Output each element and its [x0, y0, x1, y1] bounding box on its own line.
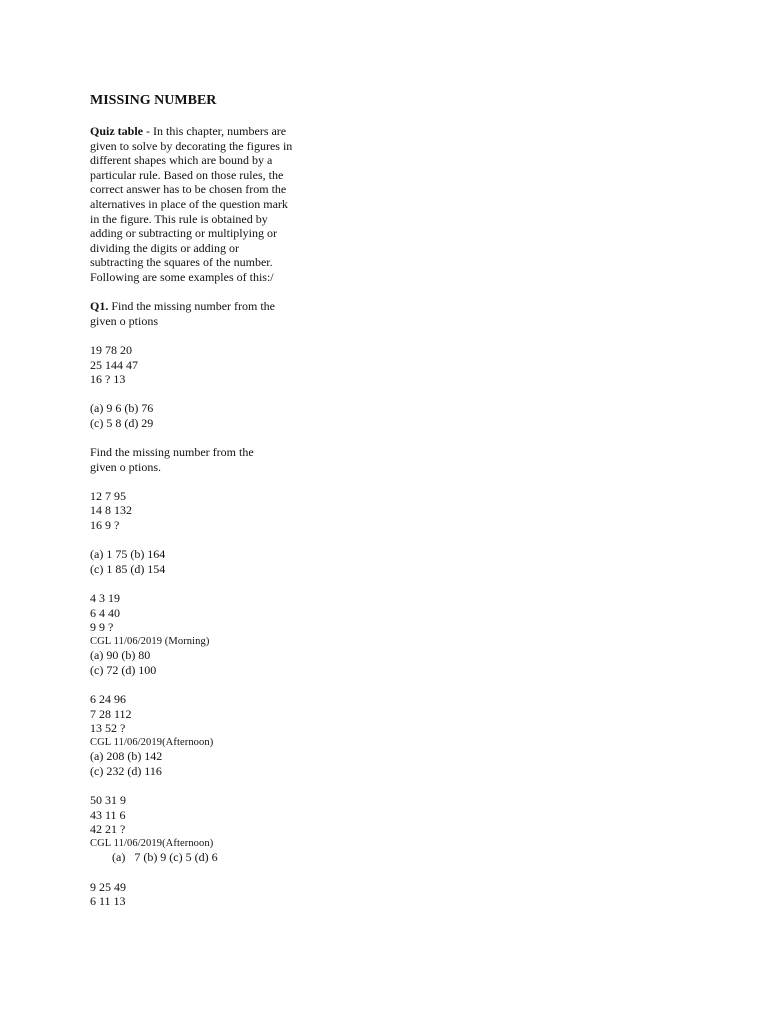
intro-line: different shapes which are bound by a — [90, 153, 273, 168]
answer-options: (a) 9 6 (b) 76 — [90, 401, 154, 416]
number-row: 6 24 96 — [90, 692, 126, 707]
intro-paragraph — [90, 124, 320, 285]
number-row: 16 ? 13 — [90, 372, 126, 387]
exam-source: CGL 11/06/2019(Afternoon) — [90, 736, 214, 748]
question-1 — [90, 299, 320, 430]
number-row: 13 52 ? — [90, 721, 126, 736]
number-row: 6 4 40 — [90, 605, 120, 620]
question-prompt: Find the missing number from the — [90, 445, 254, 460]
number-row: 7 28 112 — [90, 706, 132, 721]
spacer — [90, 430, 320, 445]
answer-options: (a) 7 (b) 9 (c) 5 (d) 6 — [112, 850, 218, 865]
spacer — [90, 387, 320, 402]
number-row: 43 11 6 — [90, 807, 126, 822]
question-4 — [90, 692, 320, 778]
exam-source: CGL 11/06/2019(Afternoon) — [90, 837, 214, 849]
question-prompt: given o ptions — [90, 313, 158, 328]
number-row: 9 9 ? — [90, 620, 114, 635]
intro-line: particular rule. Based on those rules, the — [90, 167, 284, 182]
question-label: Q1. — [90, 299, 109, 314]
question-prompt: given o ptions. — [90, 459, 161, 474]
number-row: 12 7 95 — [90, 488, 126, 503]
number-row: 4 3 19 — [90, 591, 120, 605]
answer-options: (c) 1 85 (d) 154 — [90, 561, 166, 576]
intro-line — [90, 124, 320, 139]
answer-options: (c) 5 8 (d) 29 — [90, 415, 154, 430]
question-2 — [90, 445, 320, 576]
number-row: 42 21 ? — [90, 822, 126, 837]
spacer — [90, 285, 320, 300]
spacer — [90, 533, 320, 548]
number-row: 16 9 ? — [90, 518, 120, 533]
question-6 — [90, 880, 320, 909]
question-5 — [90, 793, 320, 865]
intro-line: in the figure. This rule is obtained by — [90, 211, 268, 226]
number-row: 14 8 132 — [90, 503, 132, 518]
intro-label: Quiz table — [90, 124, 143, 138]
intro-text: - In this chapter, numbers are — [143, 124, 287, 138]
intro-line: dividing the digits or adding or — [90, 240, 239, 255]
number-row: 50 31 9 — [90, 793, 126, 808]
spacer — [90, 474, 320, 489]
intro-line: subtracting the squares of the number. — [90, 255, 273, 270]
page-title: MISSING NUMBER — [90, 93, 217, 108]
document-page — [90, 92, 320, 909]
number-row: 19 78 20 — [90, 342, 132, 357]
question-prompt — [90, 299, 320, 314]
answer-options: (c) 232 (d) 116 — [90, 763, 162, 778]
spacer — [90, 865, 320, 880]
number-row: 9 25 49 — [90, 879, 126, 894]
intro-line: alternatives in place of the question mark — [90, 196, 288, 211]
number-row: 25 144 47 — [90, 357, 138, 372]
exam-source: CGL 11/06/2019 (Morning) — [90, 635, 210, 647]
answer-options: (a) 208 (b) 142 — [90, 749, 163, 764]
intro-line: adding or subtracting or multiplying or — [90, 226, 277, 241]
number-row: 6 11 13 — [90, 894, 126, 909]
spacer — [90, 328, 320, 343]
answer-options: (a) 1 75 (b) 164 — [90, 547, 166, 562]
answer-options: (c) 72 (d) 100 — [90, 662, 157, 677]
spacer — [90, 677, 320, 692]
intro-line: Following are some examples of this:/ — [90, 269, 274, 284]
spacer — [90, 779, 320, 794]
prompt-text: Find the missing number from the — [108, 299, 275, 314]
question-3 — [90, 591, 320, 677]
answer-options: (a) 90 (b) 80 — [90, 648, 151, 663]
intro-line: given to solve by decorating the figures in — [90, 138, 293, 153]
spacer — [90, 576, 320, 591]
intro-line: correct answer has to be chosen from the — [90, 182, 287, 197]
